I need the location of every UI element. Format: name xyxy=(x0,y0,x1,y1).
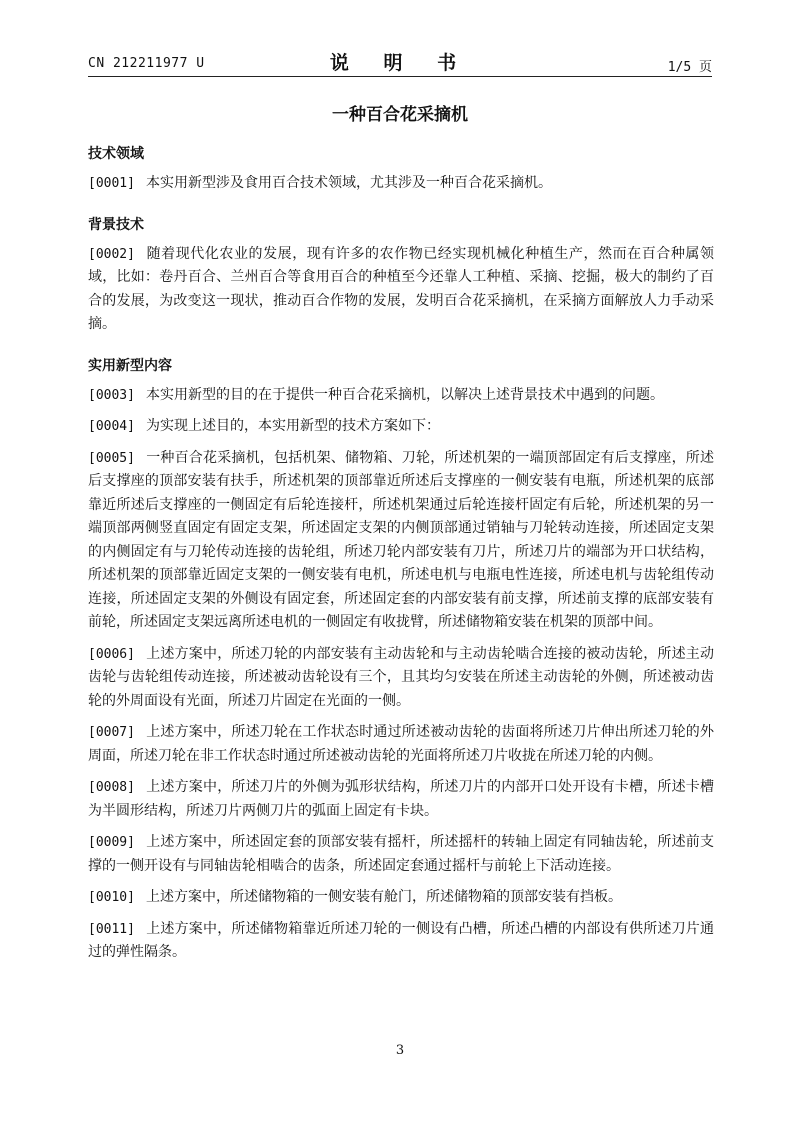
page-number: 3 xyxy=(395,1043,405,1058)
paragraph-number: [0010] xyxy=(88,890,135,905)
page-count: 1/5 页 xyxy=(667,60,712,75)
section-heading-utility-model-content: 实用新型内容 xyxy=(88,357,172,374)
paragraph-number: [0002] xyxy=(88,246,135,262)
paragraph xyxy=(88,447,714,635)
document-type-heading: 说 明 书 xyxy=(329,52,471,74)
section-heading-background: 背景技术 xyxy=(88,216,144,233)
patent-number: CN 212211977 U xyxy=(88,56,205,71)
paragraph xyxy=(88,776,714,823)
paragraph-text: 一种百合花采摘机，包括机架、储物箱、刀轮，所述机架的一端顶部固定有后支撑座，所述后支撑座的顶部安装有扶手，所述机架的顶部靠近所述后支撑座的一侧安装有电瓶，所述机架的底部靠近所述后支撑座的一侧固定有后轮连接杆，所述机架通过后轮连接杆固定有后轮，所述机架的另一端顶部两侧竖直固定有固定支架，所述固定支架的内侧顶部通过销轴与刀轮转动连接，所述固定支架的内侧固定有与刀轮传动连接的齿轮组，所述刀轮内部安装有刀片，所述刀片的端部为开口状结构，所述机架的顶部靠近固定支架的一侧安装有电机，所述电机与电瓶电性连接，所述电机与齿轮组传动连接，所述固定支架的外侧设有固定套，所述固定套的内部安装有前支撑，所述前支撑的底部安装有前轮，所述固定支架远离所述电机的一侧固定有收拢臂，所述储物箱安装在机架的顶部中间。 xyxy=(88,449,714,630)
paragraph-text: 为实现上述目的，本实用新型的技术方案如下： xyxy=(146,418,440,434)
paragraph xyxy=(88,886,714,910)
paragraph-number: [0001] xyxy=(88,176,135,191)
paragraph xyxy=(88,415,714,439)
paragraph xyxy=(88,918,714,965)
document-title: 一种百合花采摘机 xyxy=(332,105,468,125)
paragraph-text: 随着现代化农业的发展，现有许多的农作物已经实现机械化种植生产，然而在百合种属领域，比如：卷丹百合、兰州百合等食用百合的种植至今还靠人工种植、采摘、挖掘，极大的制约了百合的发展，为改变这一现状，推动百合作物的发展，发明百合花采摘机，在采摘方面解放人力手动采摘。 xyxy=(88,245,714,332)
paragraph xyxy=(88,643,714,714)
paragraph-number: [0008] xyxy=(88,780,135,795)
paragraph-text: 上述方案中，所述刀轮在工作状态时通过所述被动齿轮的齿面将所述刀片伸出所述刀轮的外周面，所述刀轮在非工作状态时通过所述被动齿轮的光面将所述刀片收拢在所述刀轮的内侧。 xyxy=(88,724,714,764)
paragraph-number: [0007] xyxy=(88,725,135,740)
paragraph-text: 上述方案中，所述储物箱的一侧安装有舱门，所述储物箱的顶部安装有挡板。 xyxy=(146,889,622,905)
paragraph-text: 上述方案中，所述固定套的顶部安装有摇杆，所述摇杆的转轴上固定有同轴齿轮，所述前支撑的一侧开设有与同轴齿轮相啮合的齿条，所述固定套通过摇杆与前轮上下活动连接。 xyxy=(88,834,714,874)
paragraph xyxy=(88,384,714,408)
page-header xyxy=(88,44,712,78)
paragraph-number: [0011] xyxy=(88,921,135,937)
paragraph-number: [0004] xyxy=(88,419,135,434)
paragraph-text: 上述方案中，所述刀轮的内部安装有主动齿轮和与主动齿轮啮合连接的被动齿轮，所述主动齿轮与齿轮组传动连接，所述被动齿轮设有三个，且其均匀安装在所述主动齿轮的外侧，所述被动齿轮的外周面设有光面，所述刀片固定在光面的一侧。 xyxy=(88,645,714,709)
paragraph-text: 本实用新型涉及食用百合技术领域，尤其涉及一种百合花采摘机。 xyxy=(146,175,552,191)
paragraph xyxy=(88,721,714,768)
paragraph-text: 上述方案中，所述刀片的外侧为弧形状结构，所述刀片的内部开口处开设有卡槽，所述卡槽为半圆形结构，所述刀片两侧刀片的弧面上固定有卡块。 xyxy=(88,779,714,819)
paragraph xyxy=(88,243,714,337)
paragraph-text: 上述方案中，所述储物箱靠近所述刀轮的一侧设有凸槽，所述凸槽的内部设有供所述刀片通过的弹性隔条。 xyxy=(88,920,714,960)
paragraph xyxy=(88,831,714,878)
paragraph-number: [0003] xyxy=(88,387,135,403)
header-divider xyxy=(88,76,712,77)
paragraph-number: [0006] xyxy=(88,646,135,662)
document-body xyxy=(88,144,714,965)
paragraph-text: 本实用新型的目的在于提供一种百合花采摘机，以解决上述背景技术中遇到的问题。 xyxy=(146,386,664,403)
paragraph xyxy=(88,172,714,196)
section-heading-technical-field: 技术领域 xyxy=(88,146,144,162)
paragraph-number: [0009] xyxy=(88,835,135,850)
paragraph-number: [0005] xyxy=(88,450,135,466)
